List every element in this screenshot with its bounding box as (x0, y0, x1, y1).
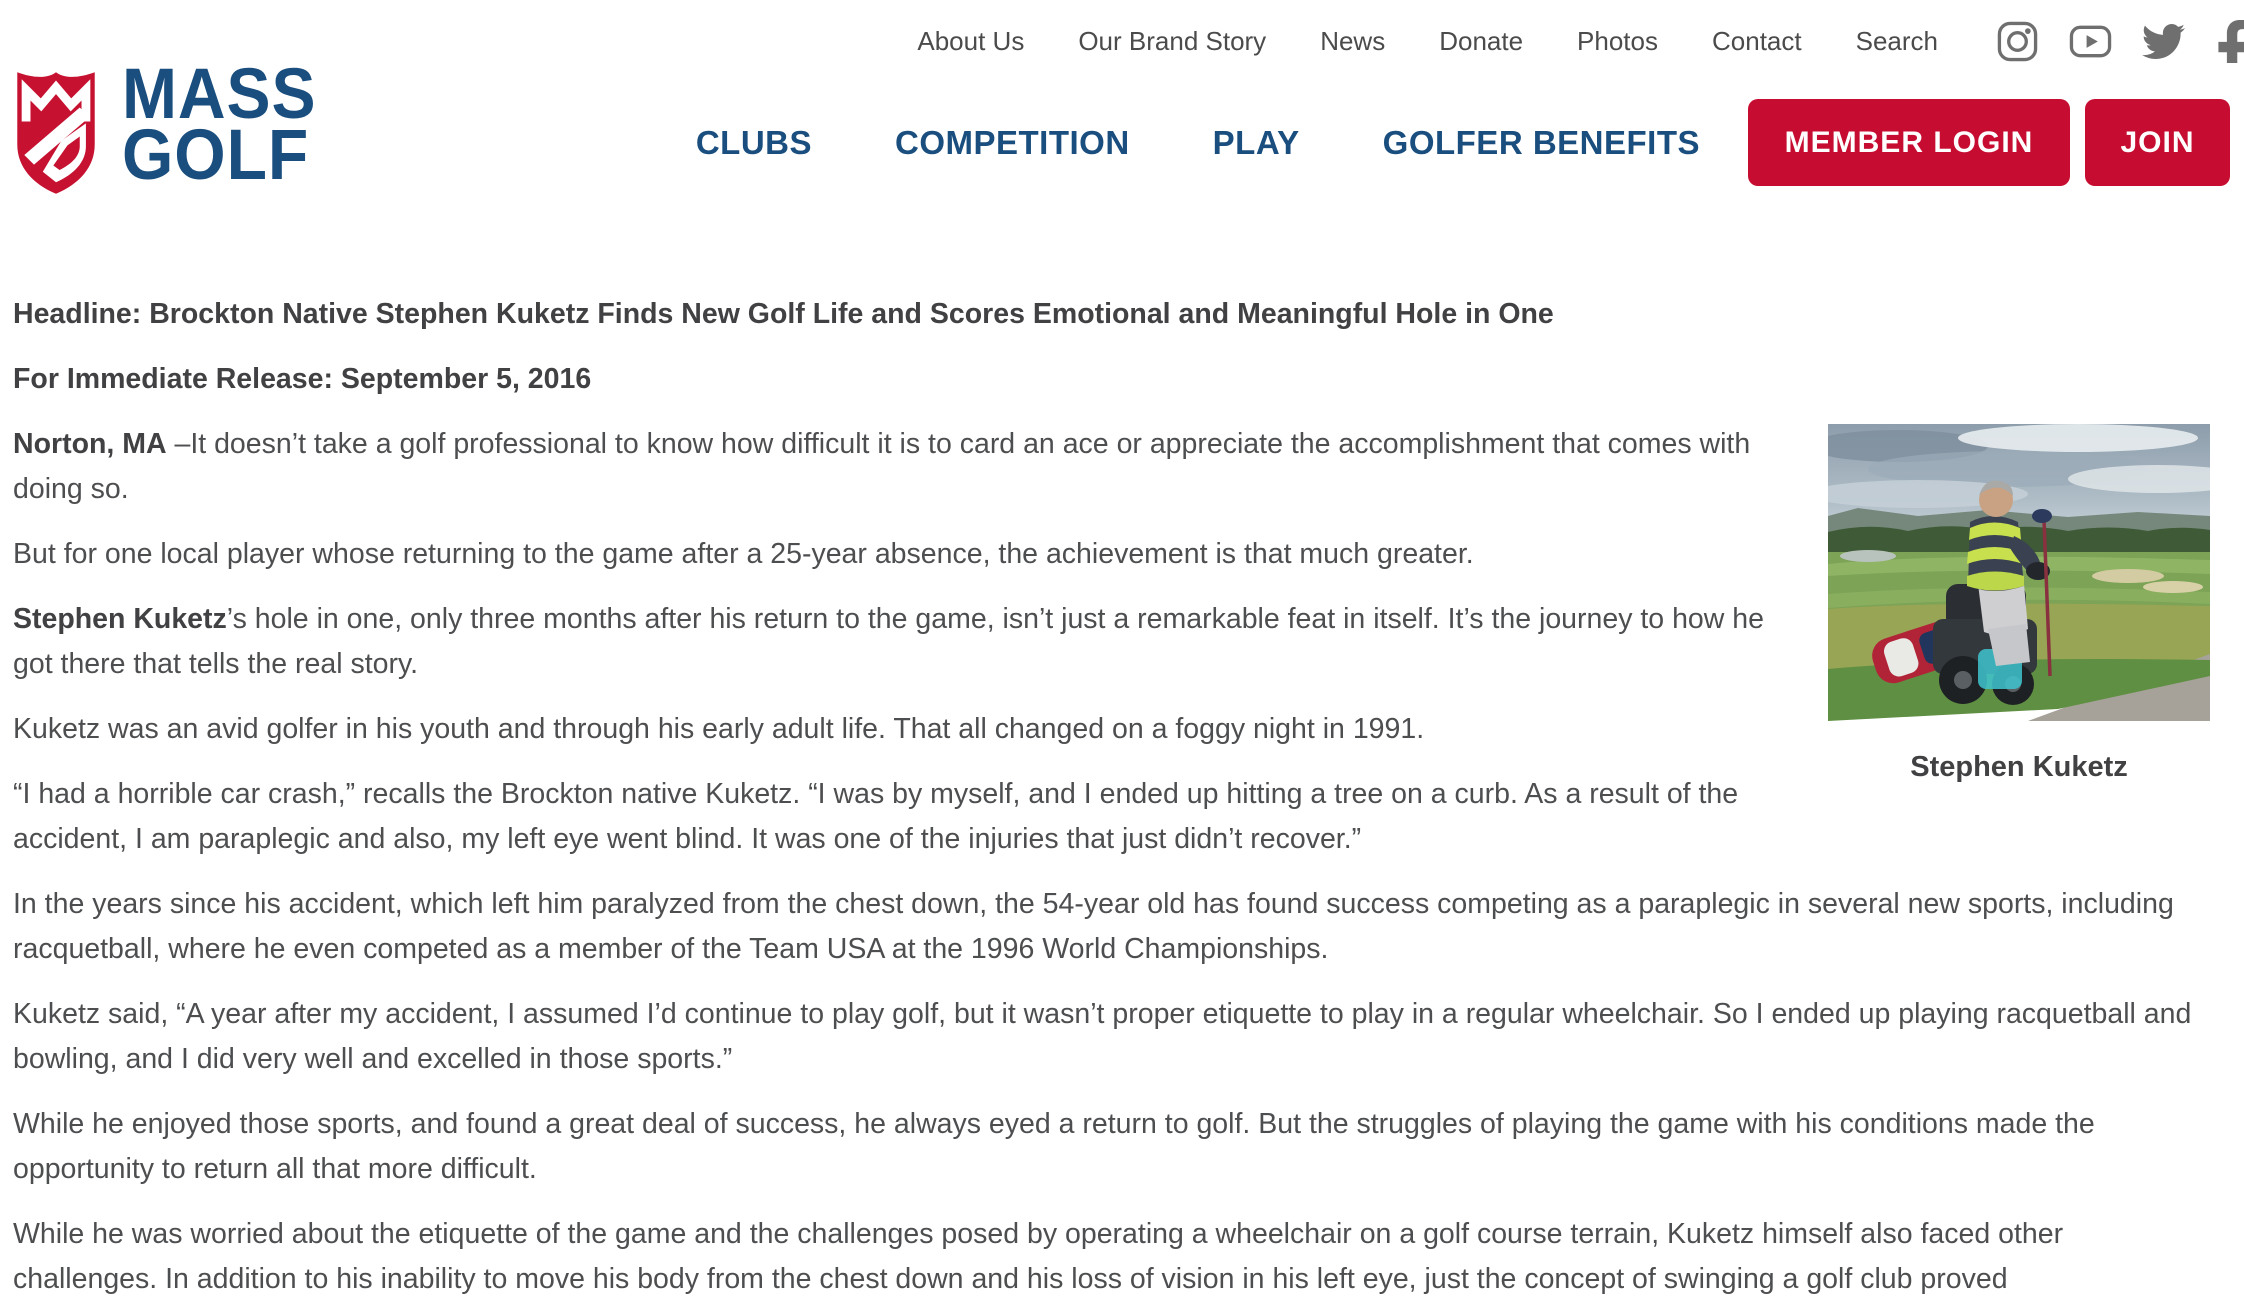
nav-play[interactable]: PLAY (1212, 123, 1300, 161)
nav-photos[interactable]: Photos (1577, 26, 1658, 56)
article-headline: Headline: Brockton Native Stephen Kuketz Finds New Golf Life and Scores Emotional and Meaningful Hole in One (13, 298, 1554, 330)
paragraph-4-text: Kuketz was an avid golfer in his youth and through his early adult life. That all changed on a foggy night in 1991. (13, 713, 1425, 745)
main-nav-links (696, 124, 1700, 162)
paragraph-5-text: “I had a horrible car crash,” recalls the Brockton native Kuketz. “I was by myself, and I ended up hitting a tree on a curb. As a result of the accident, I am paraplegic and also, my left eye went blind. It was one of the injuries that just didn’t recover.” (13, 778, 1739, 855)
member-login-button[interactable]: MEMBER LOGIN (1748, 99, 2070, 186)
mass-golf-shield-icon (12, 64, 100, 202)
paragraph-8 (13, 1102, 2210, 1192)
release-date-line: For Immediate Release: September 5, 2016 (13, 363, 592, 395)
nav-competition[interactable]: COMPETITION (895, 123, 1130, 161)
press-release-article (0, 292, 2244, 1302)
paragraph-9-text: While he was worried about the etiquette of the game and the challenges posed by operating a wheelchair on a golf course terrain, Kuketz himself also faced other challenges. In addition to his inability to move his body from the chest down and his loss of vision in his left eye, just the concept of swinging a golf club proved (13, 1218, 2064, 1295)
nav-search[interactable]: Search (1855, 26, 1938, 56)
nav-contact[interactable]: Contact (1712, 26, 1802, 56)
paragraph-6-text: In the years since his accident, which left him paralyzed from the chest down, the 54-year old has found success competing as a paraplegic in several new sports, including racquetball, where he even competed as a member of the Team USA at the 1996 World Championships. (13, 888, 2174, 965)
nav-donate[interactable]: Donate (1439, 26, 1524, 56)
site-header (0, 0, 2244, 292)
paragraph-9 (13, 1212, 2210, 1302)
twitter-icon[interactable] (2142, 20, 2185, 63)
social-icons (1996, 20, 2244, 63)
nav-about-us[interactable]: About Us (917, 26, 1025, 56)
paragraph-3-lead: Stephen Kuketz (13, 603, 227, 635)
facebook-icon[interactable] (2215, 20, 2244, 63)
photo-caption: Stephen Kuketz (1910, 751, 2128, 783)
youtube-icon[interactable] (2069, 20, 2112, 63)
paragraph-3-text: ’s hole in one, only three months after his return to the game, isn’t just a remarkable feat in itself. It’s the journey to how he got there that tells the real story. (13, 603, 1764, 680)
utility-links (917, 26, 1938, 57)
wordmark-line-2: GOLF (122, 116, 310, 195)
nav-clubs[interactable]: CLUBS (695, 123, 812, 161)
paragraph-7 (13, 992, 2210, 1082)
paragraph-7-text: Kuketz said, “A year after my accident, I assumed I’d continue to play golf, but it wasn’t proper etiquette to play in a regular wheelchair. So I ended up playing racquetball and bowling, and I did very well and excelled in those sports.” (13, 998, 2192, 1075)
photo-stephen-kuketz (1828, 424, 2210, 721)
paragraph-2-text: But for one local player whose returning to the game after a 25-year absence, the achievement is that much greater. (13, 538, 1474, 570)
paragraph-6 (13, 882, 2210, 972)
article-photo-figure (1828, 424, 2210, 790)
nav-news[interactable]: News (1320, 26, 1386, 56)
mass-golf-logo[interactable] (12, 55, 331, 202)
instagram-icon[interactable] (1996, 20, 2039, 63)
join-button[interactable]: JOIN (2085, 99, 2230, 186)
main-nav (696, 99, 2230, 186)
paragraph-8-text: While he enjoyed those sports, and found a great deal of success, he always eyed a return to golf. But the struggles of playing the game with his conditions made the opportunity to return all that more difficult. (13, 1108, 2095, 1185)
nav-golfer-benefits[interactable]: GOLFER BENEFITS (1382, 123, 1700, 161)
wordmark-line-1: MASS (122, 55, 317, 134)
nav-our-brand-story[interactable]: Our Brand Story (1078, 26, 1267, 56)
utility-nav (917, 20, 2244, 63)
paragraph-1-text: –It doesn’t take a golf professional to know how difficult it is to card an ace or appreciate the accomplishment that comes with doing so. (13, 428, 1751, 505)
mass-golf-wordmark (122, 55, 317, 195)
paragraph-1-lead: Norton, MA (13, 428, 167, 460)
